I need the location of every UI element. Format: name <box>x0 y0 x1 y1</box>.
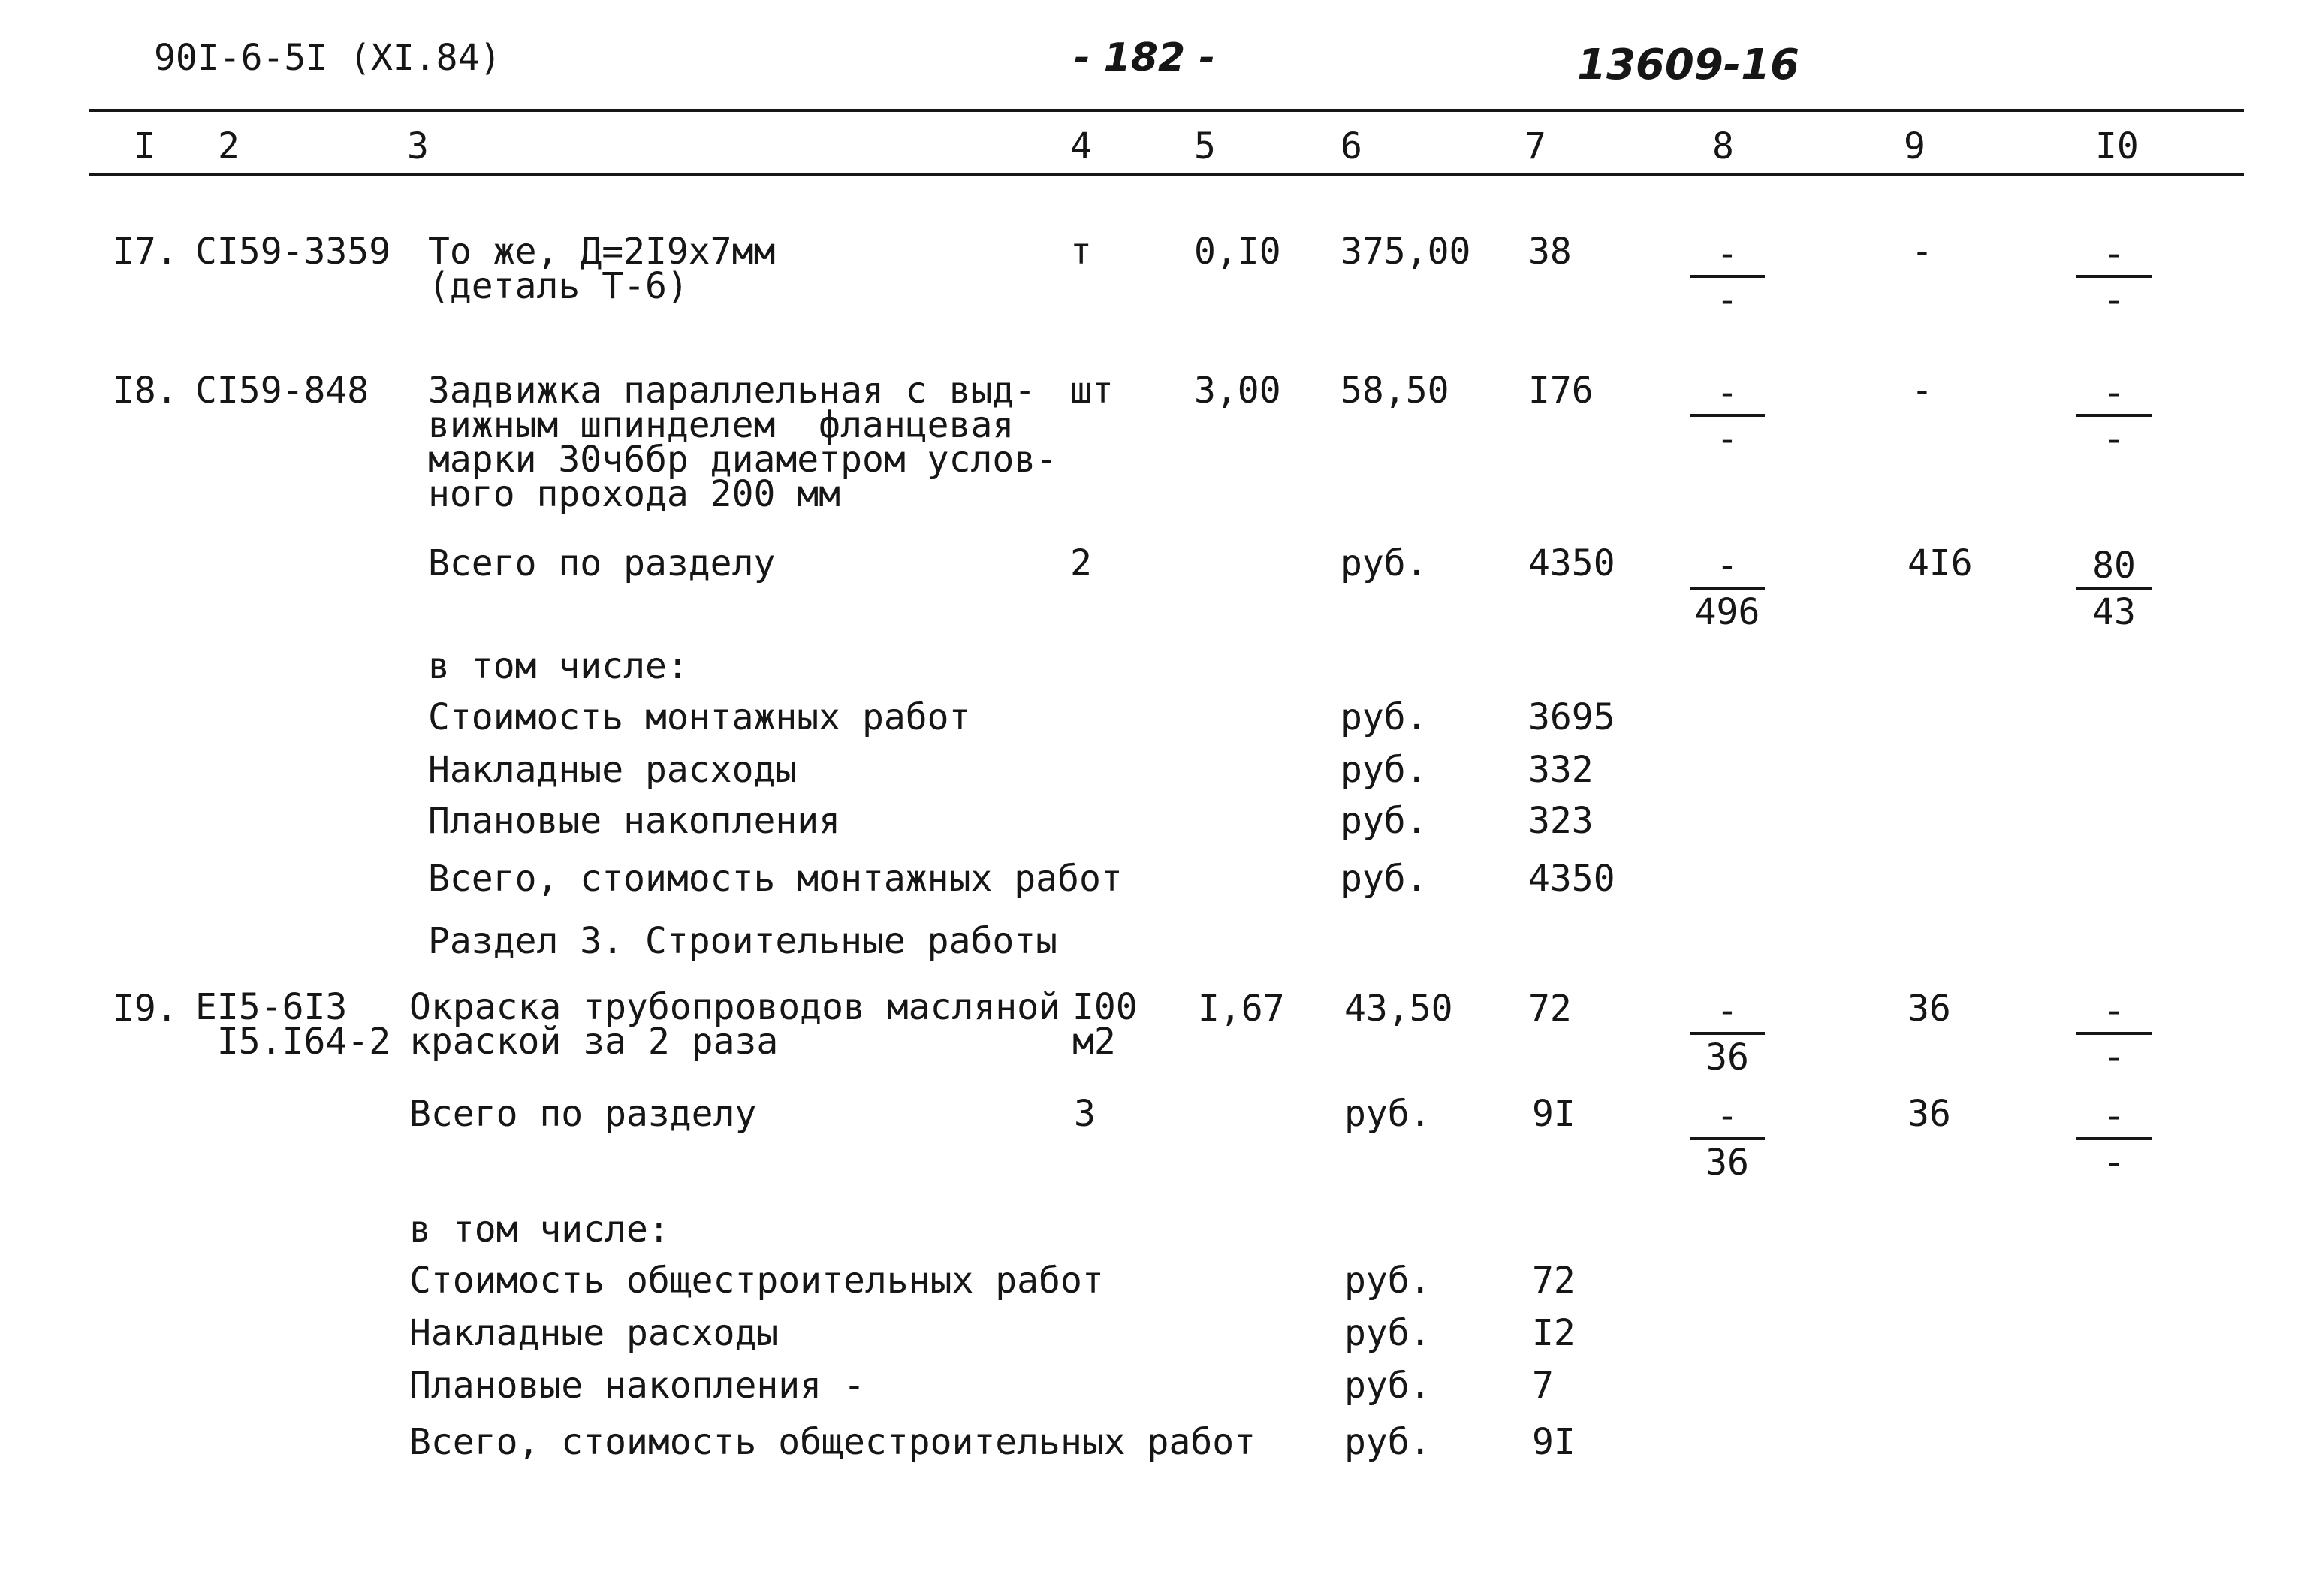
fraction-bar <box>1690 1032 1765 1035</box>
col10-numerator: - <box>2103 372 2125 414</box>
fraction-bar <box>2076 587 2152 590</box>
fraction-bar <box>1690 275 1765 278</box>
breakdown-value: 72 <box>1532 1260 1576 1302</box>
breakdown-label: Плановые накопления - <box>409 1365 865 1407</box>
row-number: I7. <box>113 231 178 273</box>
section-title: Раздел 3. Строительные работы <box>428 920 1058 962</box>
col8-numerator: - <box>1716 233 1739 275</box>
col9-value: - <box>1911 370 1933 412</box>
col8-fraction <box>1682 991 1772 1077</box>
breakdown-label: Всего, стоимость общестроительных работ <box>409 1421 1256 1463</box>
currency-unit: руб. <box>1344 1260 1431 1302</box>
col10-fraction <box>2069 373 2159 459</box>
row-number: I9. <box>113 988 178 1030</box>
breakdown-value: I2 <box>1532 1312 1576 1354</box>
col10-numerator: 80 <box>2092 545 2136 587</box>
breakdown-value: 4350 <box>1528 858 1615 900</box>
unit: т <box>1070 231 1092 273</box>
col9-value: - <box>1911 231 1933 273</box>
col10-fraction <box>2069 546 2159 632</box>
total-cost: 38 <box>1528 231 1572 273</box>
document-code: 90I-6-5I (XI.84) <box>154 37 502 79</box>
column-header-9: 9 <box>1904 125 1926 167</box>
col8-fraction <box>1682 546 1772 632</box>
archive-number: 13609-16 <box>1577 41 1799 89</box>
currency-unit: руб. <box>1340 542 1428 584</box>
unit-price: 58,50 <box>1340 370 1449 412</box>
fraction-bar <box>1690 587 1765 590</box>
unit: I00 м2 <box>1072 986 1138 1063</box>
item-description: Задвижка параллельная с выд- вижным шпинделем фланцевая марки 30ч6бр диаметром услов- ного прохода 200 мм <box>428 370 1058 515</box>
col8-numerator: - <box>1716 372 1739 414</box>
column-header-1: I <box>134 125 155 167</box>
col10-denominator: - <box>2103 279 2125 321</box>
column-header-3: 3 <box>407 125 429 167</box>
total-cost: 4350 <box>1528 542 1615 584</box>
breakdown-label: Стоимость общестроительных работ <box>409 1260 1104 1302</box>
section-number: 3 <box>1074 1093 1096 1135</box>
col8-denominator: - <box>1716 279 1739 321</box>
col10-fraction <box>2069 991 2159 1077</box>
col10-fraction <box>2069 1097 2159 1182</box>
col8-numerator: - <box>1716 990 1739 1032</box>
col8-fraction <box>1682 234 1772 320</box>
item-description: Окраска трубопроводов масляной краской за 2 раза <box>409 986 1060 1063</box>
currency-unit: руб. <box>1344 1093 1431 1135</box>
col10-denominator: - <box>2103 418 2125 460</box>
column-header-10: I0 <box>2095 125 2139 167</box>
breakdown-value: 7 <box>1532 1365 1554 1407</box>
col10-numerator: - <box>2103 990 2125 1032</box>
col9-value: 36 <box>1907 988 1951 1030</box>
section-total-label: Всего по разделу <box>409 1093 757 1135</box>
currency-unit: руб. <box>1340 858 1428 900</box>
quantity: 0,I0 <box>1194 231 1281 273</box>
col10-fraction <box>2069 234 2159 320</box>
header-bottom-rule <box>89 173 2244 176</box>
total-cost: I76 <box>1528 370 1594 412</box>
breakdown-label: Накладные расходы <box>409 1312 779 1354</box>
col8-denominator: 496 <box>1694 591 1760 633</box>
col8-numerator: - <box>1716 545 1739 587</box>
currency-unit: руб. <box>1344 1312 1431 1354</box>
fraction-bar <box>1690 414 1765 417</box>
column-header-5: 5 <box>1194 125 1216 167</box>
breakdown-value: 323 <box>1528 800 1594 842</box>
total-cost: 72 <box>1528 988 1572 1030</box>
row-number: I8. <box>113 370 178 412</box>
col10-denominator: - <box>2103 1142 2125 1184</box>
col10-denominator: 43 <box>2092 591 2136 633</box>
section-total-label: Всего по разделу <box>428 542 776 584</box>
fraction-bar <box>2076 1032 2152 1035</box>
unit-price: 375,00 <box>1340 231 1471 273</box>
section-number: 2 <box>1070 542 1092 584</box>
currency-unit: руб. <box>1344 1421 1431 1463</box>
unit: шт <box>1070 370 1114 412</box>
currency-unit: руб. <box>1340 696 1428 738</box>
column-header-6: 6 <box>1340 125 1362 167</box>
quantity: 3,00 <box>1194 370 1281 412</box>
col8-denominator: 36 <box>1705 1036 1749 1079</box>
column-header-8: 8 <box>1712 125 1734 167</box>
breakdown-label: Плановые накопления <box>428 800 841 842</box>
col8-fraction <box>1682 1097 1772 1182</box>
total-cost: 9I <box>1532 1093 1576 1135</box>
breakdown-label: Накладные расходы <box>428 749 798 791</box>
col8-fraction <box>1682 373 1772 459</box>
currency-unit: руб. <box>1344 1365 1431 1407</box>
including-label: в том числе: <box>409 1208 670 1251</box>
rate-code: EI5-6I3 I5.I64-2 <box>195 986 391 1063</box>
item-description: То же, Д=2I9x7мм (деталь Т-6) <box>428 231 776 307</box>
unit-price: 43,50 <box>1344 988 1453 1030</box>
col8-denominator: 36 <box>1705 1142 1749 1184</box>
col10-numerator: - <box>2103 233 2125 275</box>
column-header-7: 7 <box>1524 125 1546 167</box>
col9-value: 36 <box>1907 1093 1951 1135</box>
column-header-4: 4 <box>1070 125 1092 167</box>
breakdown-label: Всего, стоимость монтажных работ <box>428 858 1123 900</box>
including-label: в том числе: <box>428 645 689 687</box>
col9-value: 4I6 <box>1907 542 1973 584</box>
breakdown-value: 3695 <box>1528 696 1615 738</box>
breakdown-label: Стоимость монтажных работ <box>428 696 971 738</box>
column-header-2: 2 <box>218 125 240 167</box>
rate-code: CI59-848 <box>195 370 369 412</box>
currency-unit: руб. <box>1340 749 1428 791</box>
fraction-bar <box>2076 275 2152 278</box>
col10-denominator: - <box>2103 1036 2125 1079</box>
breakdown-value: 332 <box>1528 749 1594 791</box>
breakdown-value: 9I <box>1532 1421 1576 1463</box>
rate-code: CI59-3359 <box>195 231 391 273</box>
fraction-bar <box>2076 1137 2152 1140</box>
col10-numerator: - <box>2103 1095 2125 1137</box>
currency-unit: руб. <box>1340 800 1428 842</box>
header-top-rule <box>89 109 2244 112</box>
fraction-bar <box>1690 1137 1765 1140</box>
page-number: - 182 - <box>1074 35 1215 80</box>
quantity: I,67 <box>1198 988 1285 1030</box>
fraction-bar <box>2076 414 2152 417</box>
col8-numerator: - <box>1716 1095 1739 1137</box>
col8-denominator: - <box>1716 418 1739 460</box>
